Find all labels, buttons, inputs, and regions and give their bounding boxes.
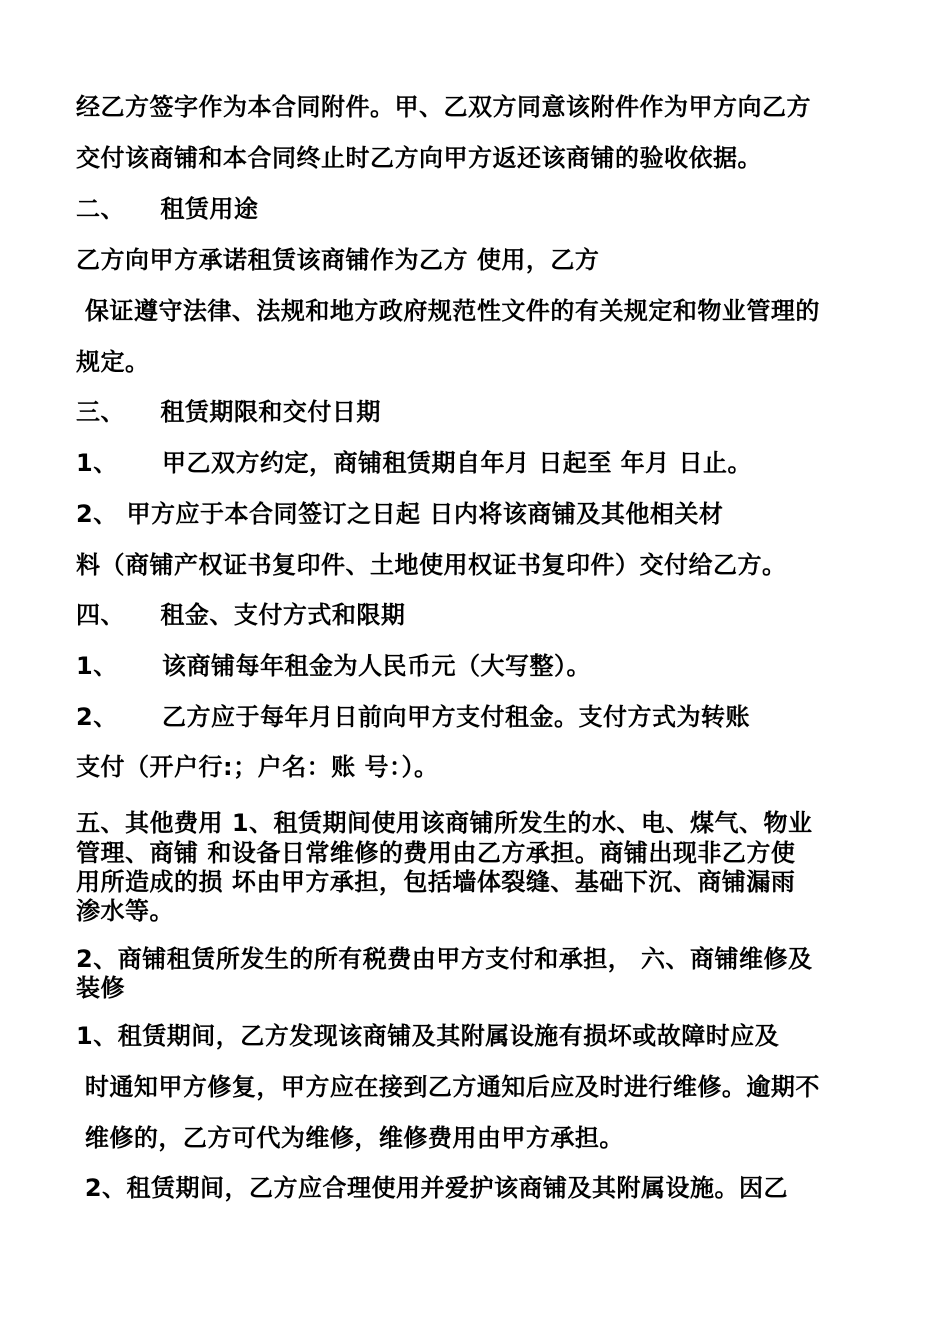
text-line: 料（商铺产权证书复印件、土地使用权证书复印件）交付给乙方。	[76, 551, 787, 579]
section-heading: 三、 租赁期限和交付日期	[76, 398, 381, 426]
text-line: 1、 甲乙双方约定，商铺租赁期自年月 日起至 年月 日止。	[76, 449, 753, 477]
text-line: 2、 乙方应于每年月日前向甲方支付租金。支付方式为转账	[76, 703, 750, 731]
text-line: 2、 甲方应于本合同签订之日起 日内将该商铺及其他相关材	[76, 500, 724, 528]
text-line: 管理、商铺 和设备日常维修的费用由乙方承担。商铺出现非乙方使	[76, 839, 796, 867]
section-heading: 二、 租赁用途	[76, 195, 259, 223]
text-line: 支付（开户行:；户名：账 号：）。	[76, 753, 439, 781]
text-line: 2、商铺租赁所发生的所有税费由甲方支付和承担， 六、商铺维修及	[76, 945, 813, 973]
text-line: 1、租赁期间，乙方发现该商铺及其附属设施有损坏或故障时应及	[76, 1022, 780, 1050]
text-line: 维修的，乙方可代为维修，维修费用由甲方承担。	[76, 1124, 624, 1152]
text-line: 保证遵守法律、法规和地方政府规范性文件的有关规定和物业管理的	[76, 297, 820, 325]
text-line: 乙方向甲方承诺租赁该商铺作为乙方 使用，乙方	[76, 246, 600, 274]
text-line: 渗水等。	[76, 897, 174, 925]
text-line: 交付该商铺和本合同终止时乙方向甲方返还该商铺的验收依据。	[76, 144, 762, 172]
text-line: 经乙方签字作为本合同附件。甲、乙双方同意该附件作为甲方向乙方	[76, 93, 811, 121]
text-line: 1、 该商铺每年租金为人民币元（大写整）。	[76, 652, 591, 680]
text-line: 用所造成的损 坏由甲方承担，包括墙体裂缝、基础下沉、商铺漏雨	[76, 868, 796, 896]
text-line: 装修	[76, 974, 125, 1002]
section-heading: 四、 租金、支付方式和限期	[76, 601, 406, 629]
text-line: 规定。	[76, 348, 150, 376]
text-line: 时通知甲方修复，甲方应在接到乙方通知后应及时进行维修。逾期不	[76, 1073, 820, 1101]
text-line: 五、其他费用 1、租赁期间使用该商铺所发生的水、电、煤气、物业	[76, 809, 813, 837]
text-line: 2、租赁期间，乙方应合理使用并爱护该商铺及其附属设施。因乙	[76, 1174, 789, 1202]
